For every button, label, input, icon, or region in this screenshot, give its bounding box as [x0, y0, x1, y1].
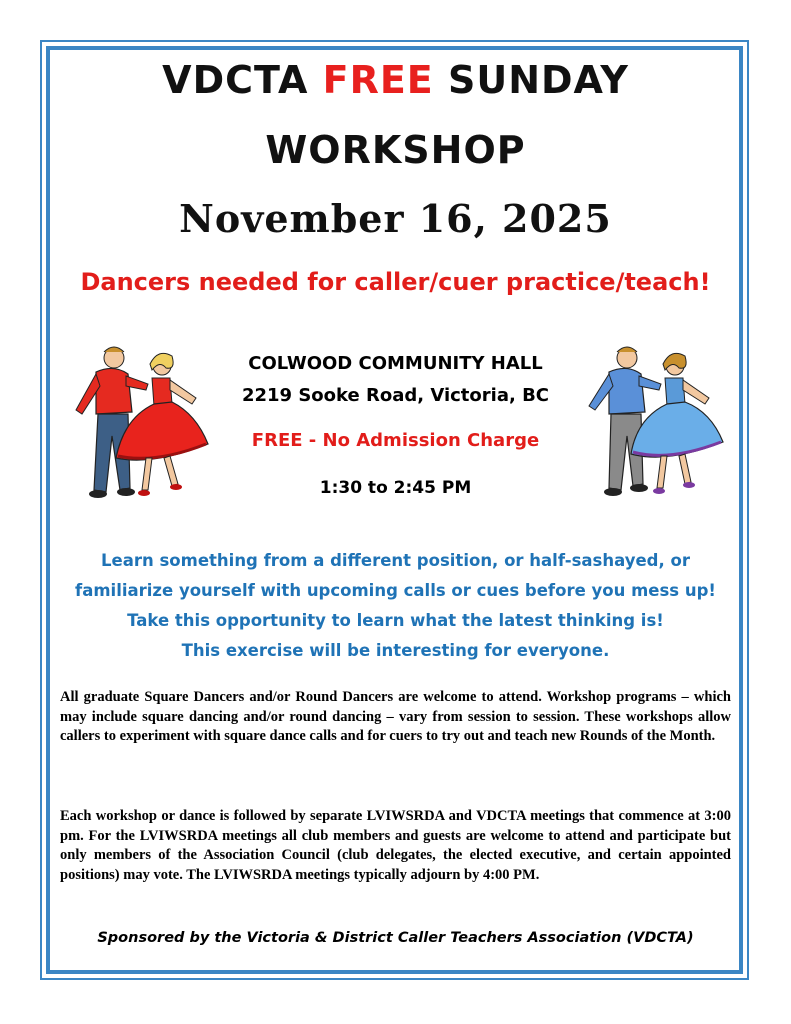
- event-date: November 16, 2025: [179, 196, 612, 241]
- red-dancers-illustration: [66, 340, 216, 505]
- attendance-paragraph: All graduate Square Dancers and/or Round Dancers are welcome to attend. Workshop programs – which may include square dancing and/or round dancing – vary from session to session. These workshops allow callers to experiment with square dance calls and for cuers to try out and teach new Rounds of the Month.: [60, 689, 731, 744]
- title-free: FREE: [322, 58, 434, 102]
- invitation-line-4: This exercise will be interesting for everyone.: [181, 641, 610, 660]
- sponsor-line: Sponsored by the Victoria & District Caller Teachers Association (VDCTA): [97, 930, 694, 946]
- venue-address: 2219 Sooke Road, Victoria, BC: [241, 385, 550, 406]
- title-line-2: WORKSHOP: [265, 128, 526, 172]
- venue-name: COLWOOD COMMUNITY HALL: [248, 353, 543, 374]
- admission-note: FREE - No Admission Charge: [251, 430, 540, 451]
- event-time: 1:30 to 2:45 PM: [319, 478, 472, 498]
- invitation-line-1: Learn something from a different position, or half-sashayed, or: [101, 551, 690, 570]
- invitation-line-2: familiarize yourself with upcoming calls or cues before you mess up!: [75, 581, 716, 600]
- dancers-needed-heading: Dancers needed for caller/cuer practice/teach!: [80, 268, 711, 296]
- invitation-line-3: Take this opportunity to learn what the latest thinking is!: [127, 611, 664, 630]
- blue-dancers-illustration: [575, 340, 730, 505]
- title-sunday: SUNDAY: [433, 58, 629, 102]
- title-vdcta: VDCTA: [162, 58, 323, 102]
- meetings-paragraph: Each workshop or dance is followed by separate LVIWSRDA and VDCTA meetings that commence at 3:00 pm. For the LVIWSRDA meetings all club members and guests are welcome to attend and participate but only members of the Association Council (club delegates, the elected executive, and certain appointed positions) may vote. The LVIWSRDA meetings typically adjourn by 4:00 PM.: [60, 808, 731, 883]
- invitation-text: [50, 546, 741, 666]
- title-line-1: [0, 58, 791, 102]
